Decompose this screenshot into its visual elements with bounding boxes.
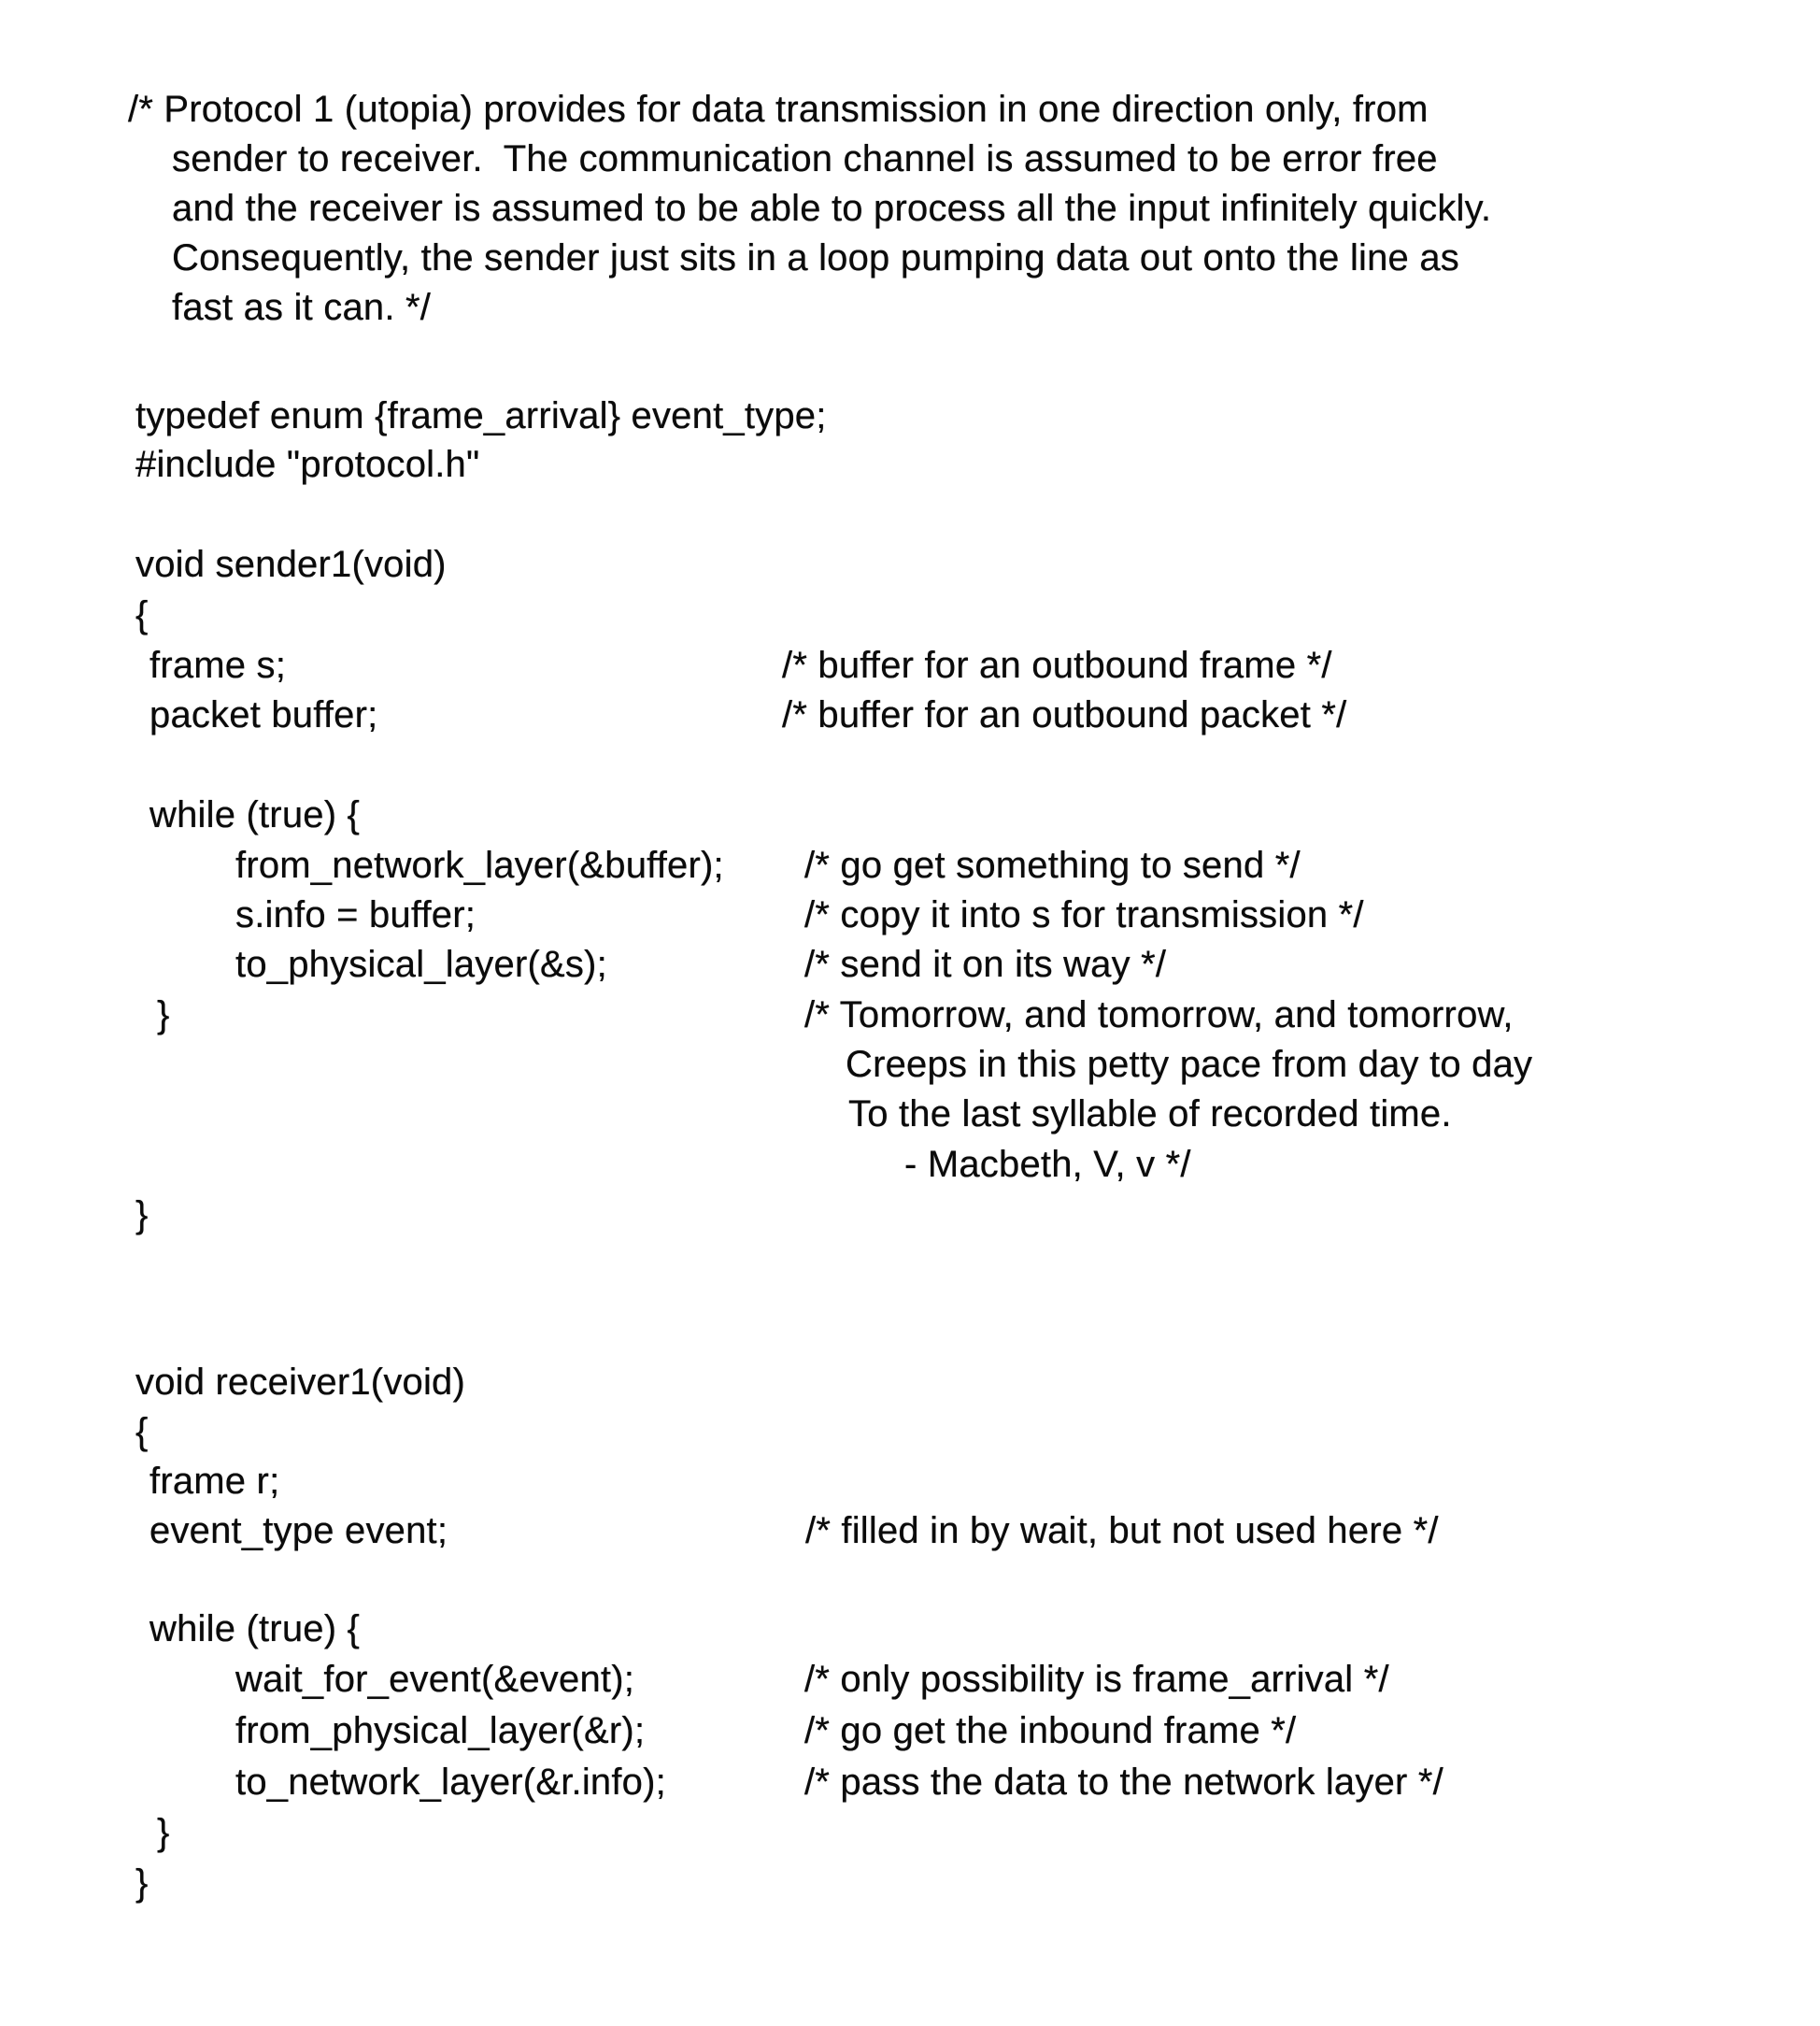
code-line	[0, 640, 1820, 691]
code-text: to_network_layer(&r.info);	[235, 1762, 666, 1803]
code-text: packet buffer;	[149, 694, 378, 735]
code-text: event_type event;	[149, 1510, 448, 1551]
comment-text: /* buffer for an outbound packet */	[782, 694, 1347, 735]
code-line	[0, 1604, 1820, 1654]
code-line	[0, 840, 1820, 891]
code-line	[0, 439, 1820, 490]
comment-text: /* filled in by wait, but not used here */	[805, 1510, 1439, 1551]
code-line	[0, 282, 1820, 333]
code-line	[0, 1858, 1820, 1908]
code-line	[0, 890, 1820, 940]
comment-text: /* Protocol 1 (utopia) provides for data transmission in one direction only, from	[128, 89, 1429, 130]
code-line	[0, 590, 1820, 640]
code-line	[0, 1654, 1820, 1705]
code-line	[0, 1357, 1820, 1407]
code-line	[0, 183, 1820, 234]
code-line	[0, 1807, 1820, 1858]
code-line	[0, 233, 1820, 283]
code-line	[0, 1190, 1820, 1240]
code-line	[0, 1456, 1820, 1506]
comment-text: fast as it can. */	[172, 287, 432, 328]
code-line	[0, 790, 1820, 840]
code-line	[0, 391, 1820, 441]
code-line	[0, 1505, 1820, 1556]
comment-text: /* only possibility is frame_arrival */	[804, 1659, 1389, 1700]
comment-text: /* buffer for an outbound frame */	[782, 645, 1332, 686]
code-text: }	[135, 1862, 149, 1904]
comment-text: and the receiver is assumed to be able to process all the input infinitely quickly.	[172, 188, 1492, 229]
code-line	[0, 1039, 1820, 1090]
code-text: to_physical_layer(&s);	[235, 944, 607, 985]
code-text: frame s;	[149, 645, 287, 686]
code-text: }	[157, 994, 170, 1035]
comment-text: /* go get something to send */	[804, 845, 1301, 886]
comment-text: - Macbeth, V, v */	[904, 1144, 1191, 1185]
code-text: from_network_layer(&buffer);	[235, 845, 724, 886]
code-text: while (true) {	[149, 794, 361, 835]
code-text: from_physical_layer(&r);	[235, 1710, 646, 1751]
code-line	[0, 1757, 1820, 1807]
comment-text: To the last syllable of recorded time.	[848, 1093, 1452, 1134]
comment-text: sender to receiver. The communication channel is assumed to be error free	[172, 138, 1438, 179]
code-text: s.info = buffer;	[235, 894, 476, 935]
code-line	[0, 1705, 1820, 1756]
comment-text: /* go get the inbound frame */	[804, 1710, 1297, 1751]
comment-text: /* copy it into s for transmission */	[804, 894, 1364, 935]
code-text: {	[135, 1411, 149, 1452]
code-line	[0, 1139, 1820, 1190]
code-line	[0, 1406, 1820, 1457]
code-text: while (true) {	[149, 1608, 361, 1649]
code-text: }	[135, 1194, 149, 1235]
code-line	[0, 990, 1820, 1040]
code-text: typedef enum {frame_arrival} event_type;	[135, 395, 827, 436]
comment-text: Consequently, the sender just sits in a loop pumping data out onto the line as	[172, 237, 1459, 278]
code-text: {	[135, 594, 149, 635]
code-line	[0, 84, 1820, 135]
code-text: }	[157, 1812, 170, 1853]
code-line	[0, 939, 1820, 990]
code-line	[0, 690, 1820, 740]
code-line	[0, 134, 1820, 184]
code-text: void receiver1(void)	[135, 1362, 466, 1403]
comment-text: /* Tomorrow, and tomorrow, and tomorrow,	[804, 994, 1514, 1035]
code-text: #include "protocol.h"	[135, 444, 480, 485]
code-text: wait_for_event(&event);	[235, 1659, 635, 1700]
comment-text: Creeps in this petty pace from day to day	[846, 1044, 1533, 1085]
code-line	[0, 539, 1820, 590]
comment-text: /* send it on its way */	[804, 944, 1167, 985]
code-text: frame r;	[149, 1461, 280, 1502]
code-line	[0, 1089, 1820, 1139]
code-text: void sender1(void)	[135, 544, 447, 585]
comment-text: /* pass the data to the network layer */	[804, 1762, 1443, 1803]
